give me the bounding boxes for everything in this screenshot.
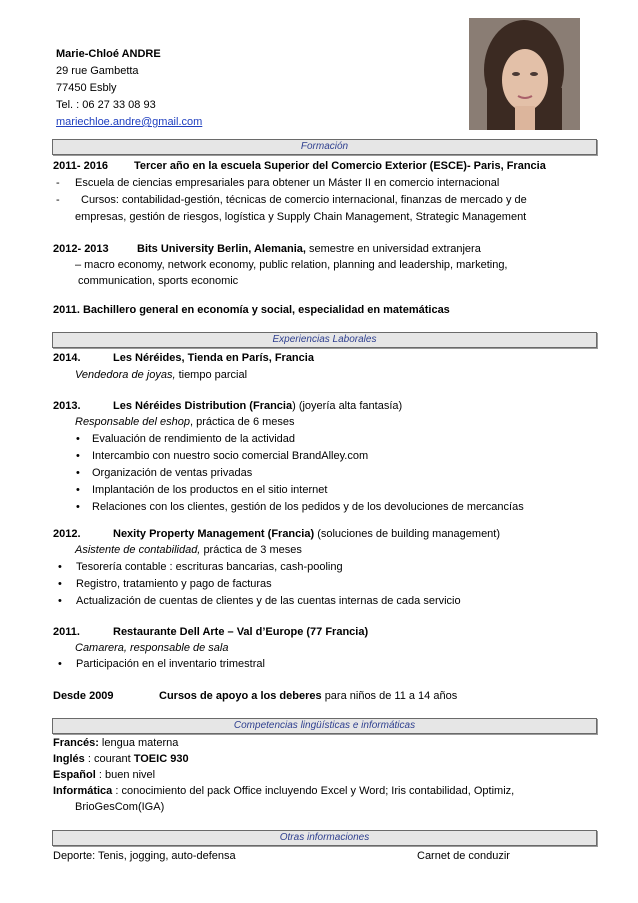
job-2-date: 2013. (53, 400, 81, 412)
job-3-title: Nexity Property Management (Francia) (113, 528, 315, 540)
bullet-icon: • (76, 450, 80, 462)
job-5-line (159, 688, 457, 705)
job-3-role: Asistente de contabilidad, (75, 544, 201, 556)
city-address: 77450 Esbly (56, 82, 117, 94)
job-1-role-line (75, 367, 247, 384)
dash-marker: - (56, 194, 60, 206)
bullet-icon: • (58, 595, 62, 607)
job-1-date: 2014. (53, 352, 81, 364)
job-3-role-rest: práctica de 3 meses (203, 544, 302, 556)
bullet-icon: • (76, 484, 80, 496)
job-3-title-line (113, 526, 500, 543)
section-title-competencias: Competencias lingüísticas e informáticas (52, 718, 597, 734)
bullet-icon: • (76, 501, 80, 513)
job-2-role: Responsable del eshop (75, 416, 190, 428)
it-skills: Informática : conocimiento del pack Office incluyendo Excel y Word; Iris contabilidad, Optimiz, (53, 785, 515, 797)
job-4-role: Camarera, responsable de sala (75, 642, 229, 654)
it-skills-cont: BrioGesCom(IGA) (75, 801, 165, 813)
section-title-formacion: Formación (52, 139, 597, 155)
lang-french: Francés: lengua materna (53, 737, 179, 749)
bullet-icon: • (76, 433, 80, 445)
job-1-role-rest: tiempo parcial (178, 369, 248, 381)
job-5-date: Desde 2009 (53, 690, 114, 702)
contact-header (56, 46, 202, 131)
job-4-title: Restaurante Dell Arte – Val d’Europe (77 Francia) (113, 626, 369, 638)
edu-1-date: 2011- 2016 (53, 160, 109, 172)
bullet-icon: • (58, 578, 62, 590)
section-title-experiencias: Experiencias Laborales (52, 332, 597, 348)
edu-1-line-1: Escuela de ciencias empresariales para obtener un Máster II en comercio internacional (75, 177, 500, 189)
job-2-role-line (75, 414, 295, 431)
job-1-role: Vendedora de joyas, (75, 369, 176, 381)
bullet-icon: • (58, 658, 62, 670)
phone-number: Tel. : 06 27 33 08 93 (56, 99, 156, 111)
edu-entry-2 (137, 241, 481, 258)
section-title-otras: Otras informaciones (52, 830, 597, 846)
edu-entry-1 (53, 158, 108, 175)
job-5-title: Cursos de apoyo a los deberes (159, 690, 322, 702)
edu-3: 2011. Bachillero general en economía y social, especialidad en matemáticas (53, 304, 450, 316)
email-link[interactable]: mariechloe.andre@gmail.com (56, 116, 203, 128)
job-3-date: 2012. (53, 528, 81, 540)
edu-1-line-3: empresas, gestión de riesgos, logística y Supply Chain Management, Strategic Management (75, 211, 527, 223)
profile-photo (469, 18, 580, 130)
full-name: Marie-Chloé ANDRE (56, 48, 161, 60)
edu-1-line-2: Cursos: contabilidad-gestión, técnicas de comercio internacional, finanzas de mercado y de (81, 194, 527, 206)
job-3-rest: (soluciones de building management) (317, 528, 501, 540)
bullet-icon: • (58, 561, 62, 573)
driving-license: Carnet de conduzir (417, 850, 510, 862)
job-1-title: Les Néréides, Tienda en París, Francia (113, 352, 314, 364)
edu-2-line-2: communication, sports economic (78, 275, 239, 287)
job-4-date: 2011. (53, 626, 80, 638)
sports: Deporte: Tenis, jogging, auto-defensa (53, 850, 236, 862)
job-2-role-rest: , práctica de 6 meses (189, 416, 295, 428)
job-5-rest: para niños de 11 a 14 años (324, 690, 458, 702)
job-2-rest: ) (joyería alta fantasía) (292, 400, 403, 412)
job-2-title: Les Néréides Distribution (Francia (113, 400, 293, 412)
dash-marker: - (56, 177, 60, 189)
lang-spanish: Español : buen nivel (53, 769, 156, 781)
lang-english: Inglés : courant TOEIC 930 (53, 753, 189, 765)
bullet-icon: • (76, 467, 80, 479)
job-2-title-line (113, 398, 402, 415)
edu-1-title: Tercer año en la escuela Superior del Comercio Exterior (ESCE)- Paris, Francia (134, 160, 546, 172)
edu-2-date: 2012- 2013 (53, 243, 109, 255)
edu-2-rest: semestre en universidad extranjera (309, 243, 481, 255)
edu-2-line-1: – macro economy, network economy, public relation, planning and leadership, marketing, (75, 259, 508, 271)
street-address: 29 rue Gambetta (56, 65, 139, 77)
edu-2-title: Bits University Berlin, Alemania, (137, 243, 306, 255)
job-3-role-line (75, 542, 302, 559)
